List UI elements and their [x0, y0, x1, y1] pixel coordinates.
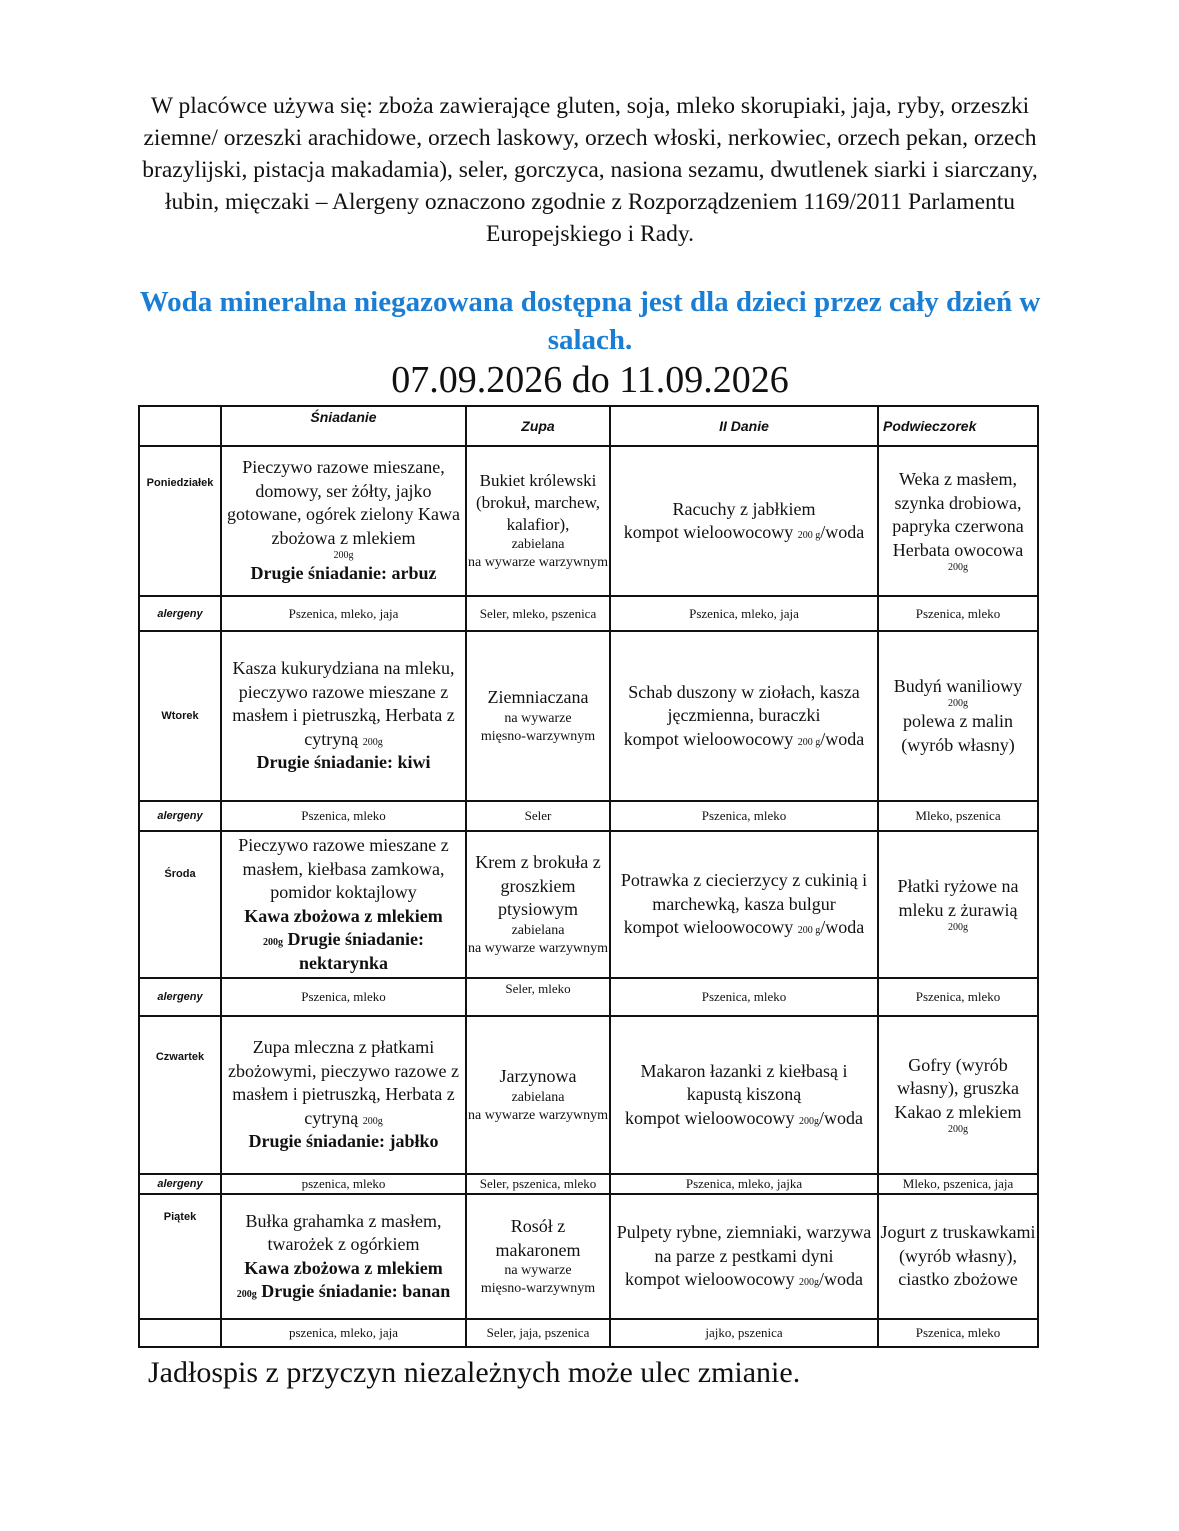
allergen-label: alergeny [139, 1174, 221, 1194]
soup-note: zabielana [511, 922, 565, 938]
water-notice: Woda mineralna niegazowana dostępna jest dla dzieci przez cały dzień w salach. [139, 286, 1041, 356]
soup-note: na wywarze [504, 1263, 572, 1278]
breakfast-text: Bułka grahamka z masłem, twarożek z ogórkiem [245, 1210, 442, 1254]
soup-text: Rosół z makaronem [495, 1216, 581, 1260]
portion-label: 200g [362, 1115, 383, 1127]
allergens-main: Pszenica, mleko, jajka [610, 1174, 878, 1194]
allergens-breakfast: pszenica, mleko, jaja [221, 1319, 466, 1347]
day-name: Wtorek [139, 631, 221, 801]
soup-cell [466, 631, 610, 801]
breakfast-text: Pieczywo razowe mieszane, domowy, ser żółty, jajko gotowane, ogórek zielony Kawa zbożowa z mlekiem [227, 457, 460, 548]
allergens-main: Pszenica, mleko [610, 801, 878, 831]
second-breakfast: Drugie śniadanie: banan [261, 1281, 451, 1301]
main-drink: kompot wieloowocowy [623, 522, 794, 542]
snack-cell [878, 831, 1038, 978]
soup-text: Bukiet królewski (brokuł, marchew, kalafior), [476, 471, 600, 534]
main-text: Makaron łazanki z kiełbasą i kapustą kiszoną [640, 1060, 848, 1105]
allergens-soup: Seler, mleko [466, 978, 610, 1016]
day-row-wednesday [139, 831, 1038, 978]
portion-label: 200g [798, 1115, 819, 1127]
snack-cell [878, 631, 1038, 801]
menu-change-notice: Jadłospis z przyczyn niezależnych może ulec zmianie. [148, 1356, 801, 1389]
breakfast-cell [221, 446, 466, 596]
day-row-tuesday [139, 631, 1038, 801]
allergen-label: alergeny [139, 801, 221, 831]
soup-note: zabielana [511, 537, 565, 552]
allergens-main: jajko, pszenica [610, 1319, 878, 1347]
allergen-label-empty [139, 1319, 221, 1347]
portion-label: 200g [948, 562, 968, 573]
main-drink: kompot wieloowocowy [623, 917, 794, 938]
allergens-soup: Seler, pszenica, mleko [466, 1174, 610, 1194]
snack-text: Jogurt z truskawkami (wyrób własny), ciastko zbożowe [880, 1222, 1036, 1290]
day-row-friday [139, 1194, 1038, 1319]
allergens-main: Pszenica, mleko, jaja [610, 596, 878, 631]
snack-text: Weka z masłem, szynka drobiowa, papryka czerwona Herbata owocowa [892, 469, 1024, 560]
allergen-label: alergeny [139, 978, 221, 1016]
portion-label: 200 g [797, 925, 821, 937]
day-row-thursday [139, 1016, 1038, 1174]
soup-broth-note: na wywarze warzywnym [468, 555, 608, 570]
table-header-row [139, 406, 1038, 446]
portion-label: 200g [948, 698, 968, 710]
soup-text: Ziemniaczana [487, 687, 589, 708]
main-drink: kompot wieloowocowy [625, 1107, 795, 1128]
snack-text: Płatki ryżowe na mleku z żurawią [897, 876, 1019, 920]
water-option: /woda [818, 1269, 863, 1290]
soup-cell [466, 446, 610, 596]
breakfast-cell [221, 631, 466, 801]
breakfast-cell [221, 1194, 466, 1319]
soup-note: na wywarze [504, 710, 572, 726]
allergens-breakfast: pszenica, mleko [221, 1174, 466, 1194]
header-breakfast: Śniadanie [221, 406, 466, 446]
allergens-soup: Seler, jaja, pszenica [466, 1319, 610, 1347]
second-breakfast: Drugie śniadanie: kiwi [256, 752, 431, 773]
day-name: Czwartek [139, 1016, 221, 1174]
allergens-soup: Seler, mleko, pszenica [466, 596, 610, 631]
soup-broth-note: na wywarze warzywnym [468, 1107, 608, 1123]
allergens-snack: Pszenica, mleko [878, 596, 1038, 631]
breakfast-drink: Kawa zbożowa z mlekiem [244, 905, 443, 926]
portion-label: 200g [333, 550, 354, 562]
allergen-row-tuesday [139, 801, 1038, 831]
day-name: Piątek [139, 1194, 221, 1319]
snack-cell [878, 446, 1038, 596]
soup-text: Jarzynowa [499, 1066, 577, 1087]
header-main: II Danie [610, 406, 878, 446]
allergens-breakfast: Pszenica, mleko [221, 978, 466, 1016]
portion-label: 200g [362, 736, 383, 748]
allergens-snack: Pszenica, mleko [878, 1319, 1038, 1347]
portion-label: 200g [262, 937, 283, 948]
soup-cell [466, 1194, 610, 1319]
allergens-snack: Mleko, pszenica, jaja [878, 1174, 1038, 1194]
snack-text: Gofry (wyrób własny), gruszka Kakao z mlekiem [894, 1054, 1022, 1122]
soup-cell [466, 831, 610, 978]
portion-label: 200g [948, 922, 968, 933]
allergens-main: Pszenica, mleko [610, 978, 878, 1016]
day-name: Środa [139, 831, 221, 978]
allergens-snack: Mleko, pszenica [878, 801, 1038, 831]
main-cell [610, 1194, 878, 1319]
water-option: /woda [820, 522, 865, 542]
breakfast-text: Pieczywo razowe mieszane z masłem, kiełbasa zamkowa, pomidor koktajlowy [238, 835, 449, 902]
allergens-breakfast: Pszenica, mleko, jaja [221, 596, 466, 631]
allergens-soup: Seler [466, 801, 610, 831]
soup-broth-note: mięsno-warzywnym [480, 1281, 596, 1296]
allergen-row-friday [139, 1319, 1038, 1347]
snack-cell [878, 1016, 1038, 1174]
allergens-breakfast: Pszenica, mleko [221, 801, 466, 831]
portion-label: 200 g [797, 530, 821, 541]
main-text: Racuchy z jabłkiem [672, 498, 816, 519]
breakfast-drink: Kawa zbożowa z mlekiem [244, 1257, 443, 1278]
weekly-menu-table [138, 405, 1039, 1348]
soup-cell [466, 1016, 610, 1174]
allergen-row-thursday [139, 1174, 1038, 1194]
main-cell [610, 631, 878, 801]
day-row-monday [139, 446, 1038, 596]
portion-label: 200g [948, 1124, 968, 1136]
second-breakfast: Drugie śniadanie: jabłko [248, 1131, 439, 1152]
snack-text: Budyń waniliowy [893, 675, 1023, 696]
main-drink: kompot wieloowocowy [625, 1269, 795, 1290]
main-drink: kompot wieloowocowy [623, 728, 794, 749]
second-breakfast: Drugie śniadanie: nektarynka [287, 929, 424, 973]
header-snack: Podwieczorek [878, 406, 1038, 446]
portion-label: 200g [236, 1289, 257, 1300]
main-text: Potrawka z ciecierzycy z cukinią i marchewką, kasza bulgur [620, 870, 868, 914]
water-option: /woda [820, 917, 865, 938]
portion-label: 200g [798, 1277, 819, 1289]
soup-broth-note: mięsno-warzywnym [480, 728, 596, 744]
header-soup: Zupa [466, 406, 610, 446]
breakfast-text: Kasza kukurydziana na mleku, pieczywo razowe mieszane z masłem i pietruszką, Herbata z cytryną [232, 658, 455, 749]
date-range-title: 07.09.2026 do 11.09.2026 [391, 359, 789, 401]
soup-broth-note: na wywarze warzywnym [468, 940, 608, 956]
soup-note: zabielana [511, 1089, 565, 1105]
allergen-row-monday [139, 596, 1038, 631]
allergen-label: alergeny [139, 596, 221, 631]
second-breakfast: Drugie śniadanie: arbuz [250, 563, 437, 584]
main-text: Schab duszony w ziołach, kasza jęczmienna, buraczki [628, 681, 860, 726]
allergens-snack: Pszenica, mleko [878, 978, 1038, 1016]
water-option: /woda [818, 1107, 863, 1128]
breakfast-cell [221, 831, 466, 978]
allergen-row-wednesday [139, 978, 1038, 1016]
soup-text: Krem z brokuła z groszkiem ptysiowym [475, 852, 601, 920]
water-option: /woda [820, 728, 865, 749]
main-cell [610, 446, 878, 596]
snack-cell [878, 1194, 1038, 1319]
main-cell [610, 1016, 878, 1174]
allergen-intro-text: W placówce używa się: zboża zawierające gluten, soja, mleko skorupiaki, jaja, ryby, orzeszki ziemne/ orzeszki arachidowe, orzech laskowy, orzech włoski, nerkowiec, orzech pekan, orzech brazylijski, pistacja makadamia), seler, gorczyca, nasiona sezamu, dwutlenek siarki i siarczany, łubin, mięczaki – Alergeny oznaczono zgodnie z Rozporządzeniem 1169/2011 Parlamentu Europejskiego i Rady. [142, 93, 1038, 247]
breakfast-cell [221, 1016, 466, 1174]
day-name: Poniedziałek [139, 446, 221, 596]
breakfast-text: Zupa mleczna z płatkami zbożowymi, pieczywo razowe z masłem i pietruszką, Herbata z cytryną [228, 1037, 459, 1128]
portion-label: 200 g [797, 736, 821, 748]
main-cell [610, 831, 878, 978]
snack-text-extra: polewa z malin (wyrób własny) [901, 711, 1015, 755]
main-text: Pulpety rybne, ziemniaki, warzywa na parze z pestkami dyni [616, 1222, 872, 1266]
header-empty-cell [139, 406, 221, 446]
